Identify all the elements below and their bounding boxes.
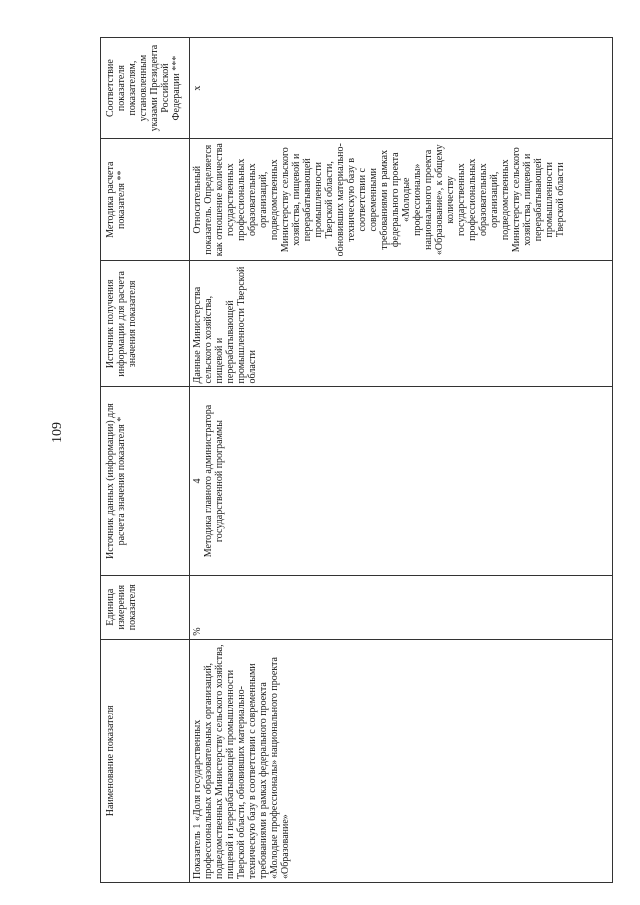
indicator-table — [100, 37, 613, 883]
cell-data-source — [190, 387, 613, 575]
table-row — [190, 38, 613, 883]
cell-calculation-method: Относительный показатель. Определяется как отношение количества государственных профессиональных образовательных организаций, подведомственных Министерству сельского хозяйства, пищевой и перерабатывающей промышленности Тверской области, обновивших материально-техническую базу в соответствии с современными требованиями в рамках федерального проекта «Молодые профессионалы» национального проекта «Образование», к общему количеству государственных профессиональных образовательных организаций, подведомственных Министерству сельского хозяйства, пищевой и перерабатывающей промышленности Тверской области — [190, 139, 613, 261]
cell-data-source-text: Методика главного администратора государственной программы — [203, 404, 225, 558]
header-presidential-decrees-compliance: Соответствие показателя показателям, установленным указами Президента Российской Федерации *** — [101, 38, 190, 139]
cell-column-number: 4 — [192, 478, 203, 484]
cell-info-source: Данные Министерства сельского хозяйства, пищевой и перерабатывающей промышленности Тверской области — [190, 261, 613, 387]
page-number: 109 — [50, 422, 65, 443]
cell-compliance: х — [190, 38, 613, 139]
header-calculation-method: Методика расчета показателя ** — [101, 139, 190, 261]
cell-unit: % — [190, 575, 613, 639]
cell-indicator-name: Показатель 1 «Доля государственных профессиональных образовательных организаций, подведомственных Министерству сельского хозяйства, пищевой и перерабатывающей промышленности Тверской области, обновивших материально-техническую базу в соответствии с современными требованиями в рамках федерального проекта «Молодые профессионалы» национального проекта «Образование» — [190, 639, 613, 882]
rotated-table-container — [100, 37, 613, 883]
header-info-source: Источник получения информации для расчета значения показателя — [101, 261, 190, 387]
header-unit: Единица измерения показателя — [101, 575, 190, 639]
header-data-source: Источник данных (информации) для расчета значения показателя * — [101, 387, 190, 575]
table-header-row — [101, 38, 190, 883]
header-indicator-name: Наименование показателя — [101, 639, 190, 882]
